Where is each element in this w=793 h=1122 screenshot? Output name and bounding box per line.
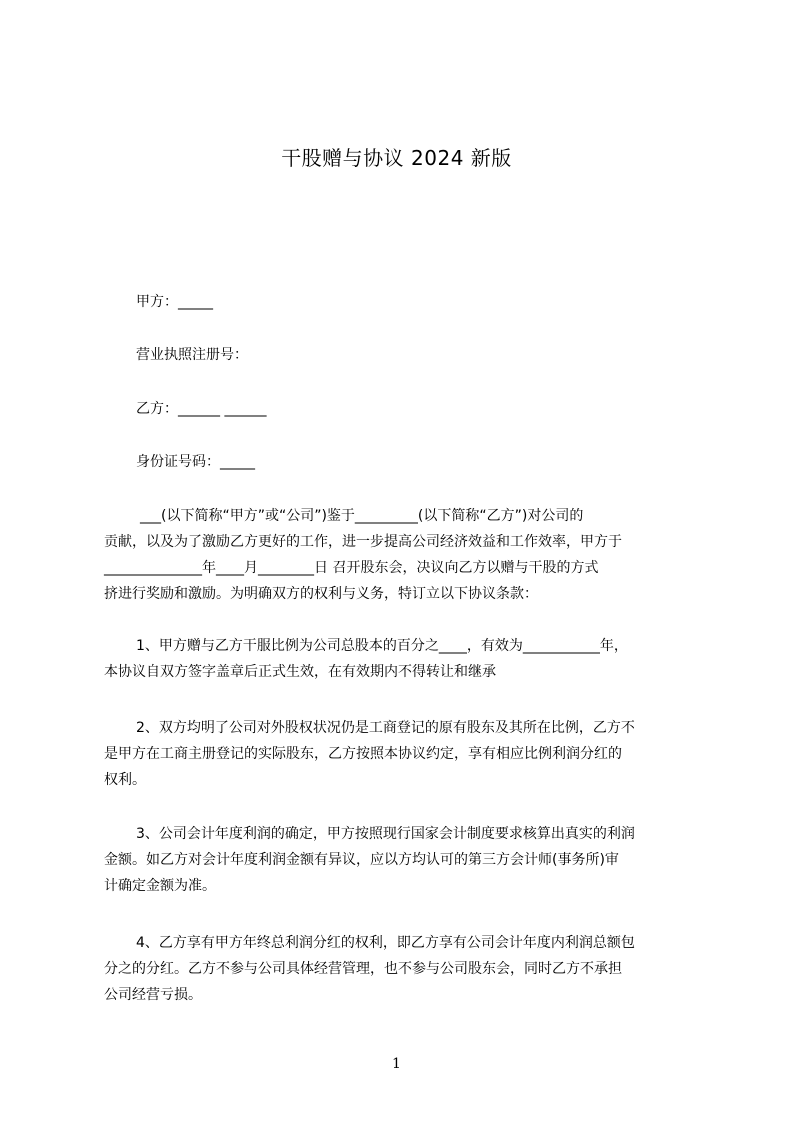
party-b-field: 乙方：______ ______ — [136, 401, 267, 417]
party-a-field: 甲方：_____ — [136, 294, 213, 310]
intro-line: 挤进行奖励和激励。为明确双方的权利与义务，特订立以下协议条款： — [104, 586, 538, 602]
clause-line: 本协议自双方签字盖章后正式生效，在有效期内不得转让和继承 — [104, 664, 496, 680]
intro-line: ___(以下简称“甲方”或“公司”)鉴于_________(以下简称“乙方”)对公司的 — [140, 508, 584, 524]
intro-paragraph — [104, 503, 702, 607]
intro-line: 贡献，以及为了激励乙方更好的工作，进一步提高公司经济效益和工作效率，甲方于 — [104, 534, 622, 550]
clause-1 — [104, 633, 702, 685]
clause-line: 是甲方在工商主册登记的实际股东，乙方按照本协议约定，享有相应比例利润分红的 — [104, 746, 622, 762]
id-number-field: 身份证号码：_____ — [136, 454, 255, 470]
clause-line: 2、双方均明了公司对外股权状况仍是工商登记的原有股东及其所在比例，乙方不 — [136, 720, 635, 736]
clause-3 — [104, 821, 702, 899]
clause-2 — [104, 715, 702, 793]
clause-4 — [104, 930, 702, 1008]
clause-line: 4、乙方享有甲方年终总利润分红的权利，即乙方享有公司会计年度内利润总额包 — [136, 935, 635, 951]
intro-line: ______________年____月________日 召开股东会，决议向乙方以赠与干股的方式 — [104, 560, 599, 576]
clause-line: 公司经营亏损。 — [104, 987, 202, 1003]
page-number: 1 — [392, 1056, 401, 1072]
clause-line: 金额。如乙方对会计年度利润金额有异议，应以方均认可的第三方会计师(事务所)审 — [104, 852, 619, 868]
clause-line: 3、公司会计年度利润的确定，甲方按照现行国家会计制度要求核算出真实的利润 — [136, 826, 635, 842]
document-title: 干股赠与协议 2024 新版 — [281, 146, 512, 170]
clause-line: 1、甲方赠与乙方干服比例为公司总股本的百分之____，有效为___________年， — [136, 638, 628, 654]
business-license-field: 营业执照注册号： — [136, 347, 248, 363]
clause-line: 分之的分红。乙方不参与公司具体经营管理，也不参与公司股东会，同时乙方不承担 — [104, 961, 622, 977]
clause-line: 权利。 — [104, 772, 146, 788]
clause-line: 计确定金额为准。 — [104, 878, 216, 894]
